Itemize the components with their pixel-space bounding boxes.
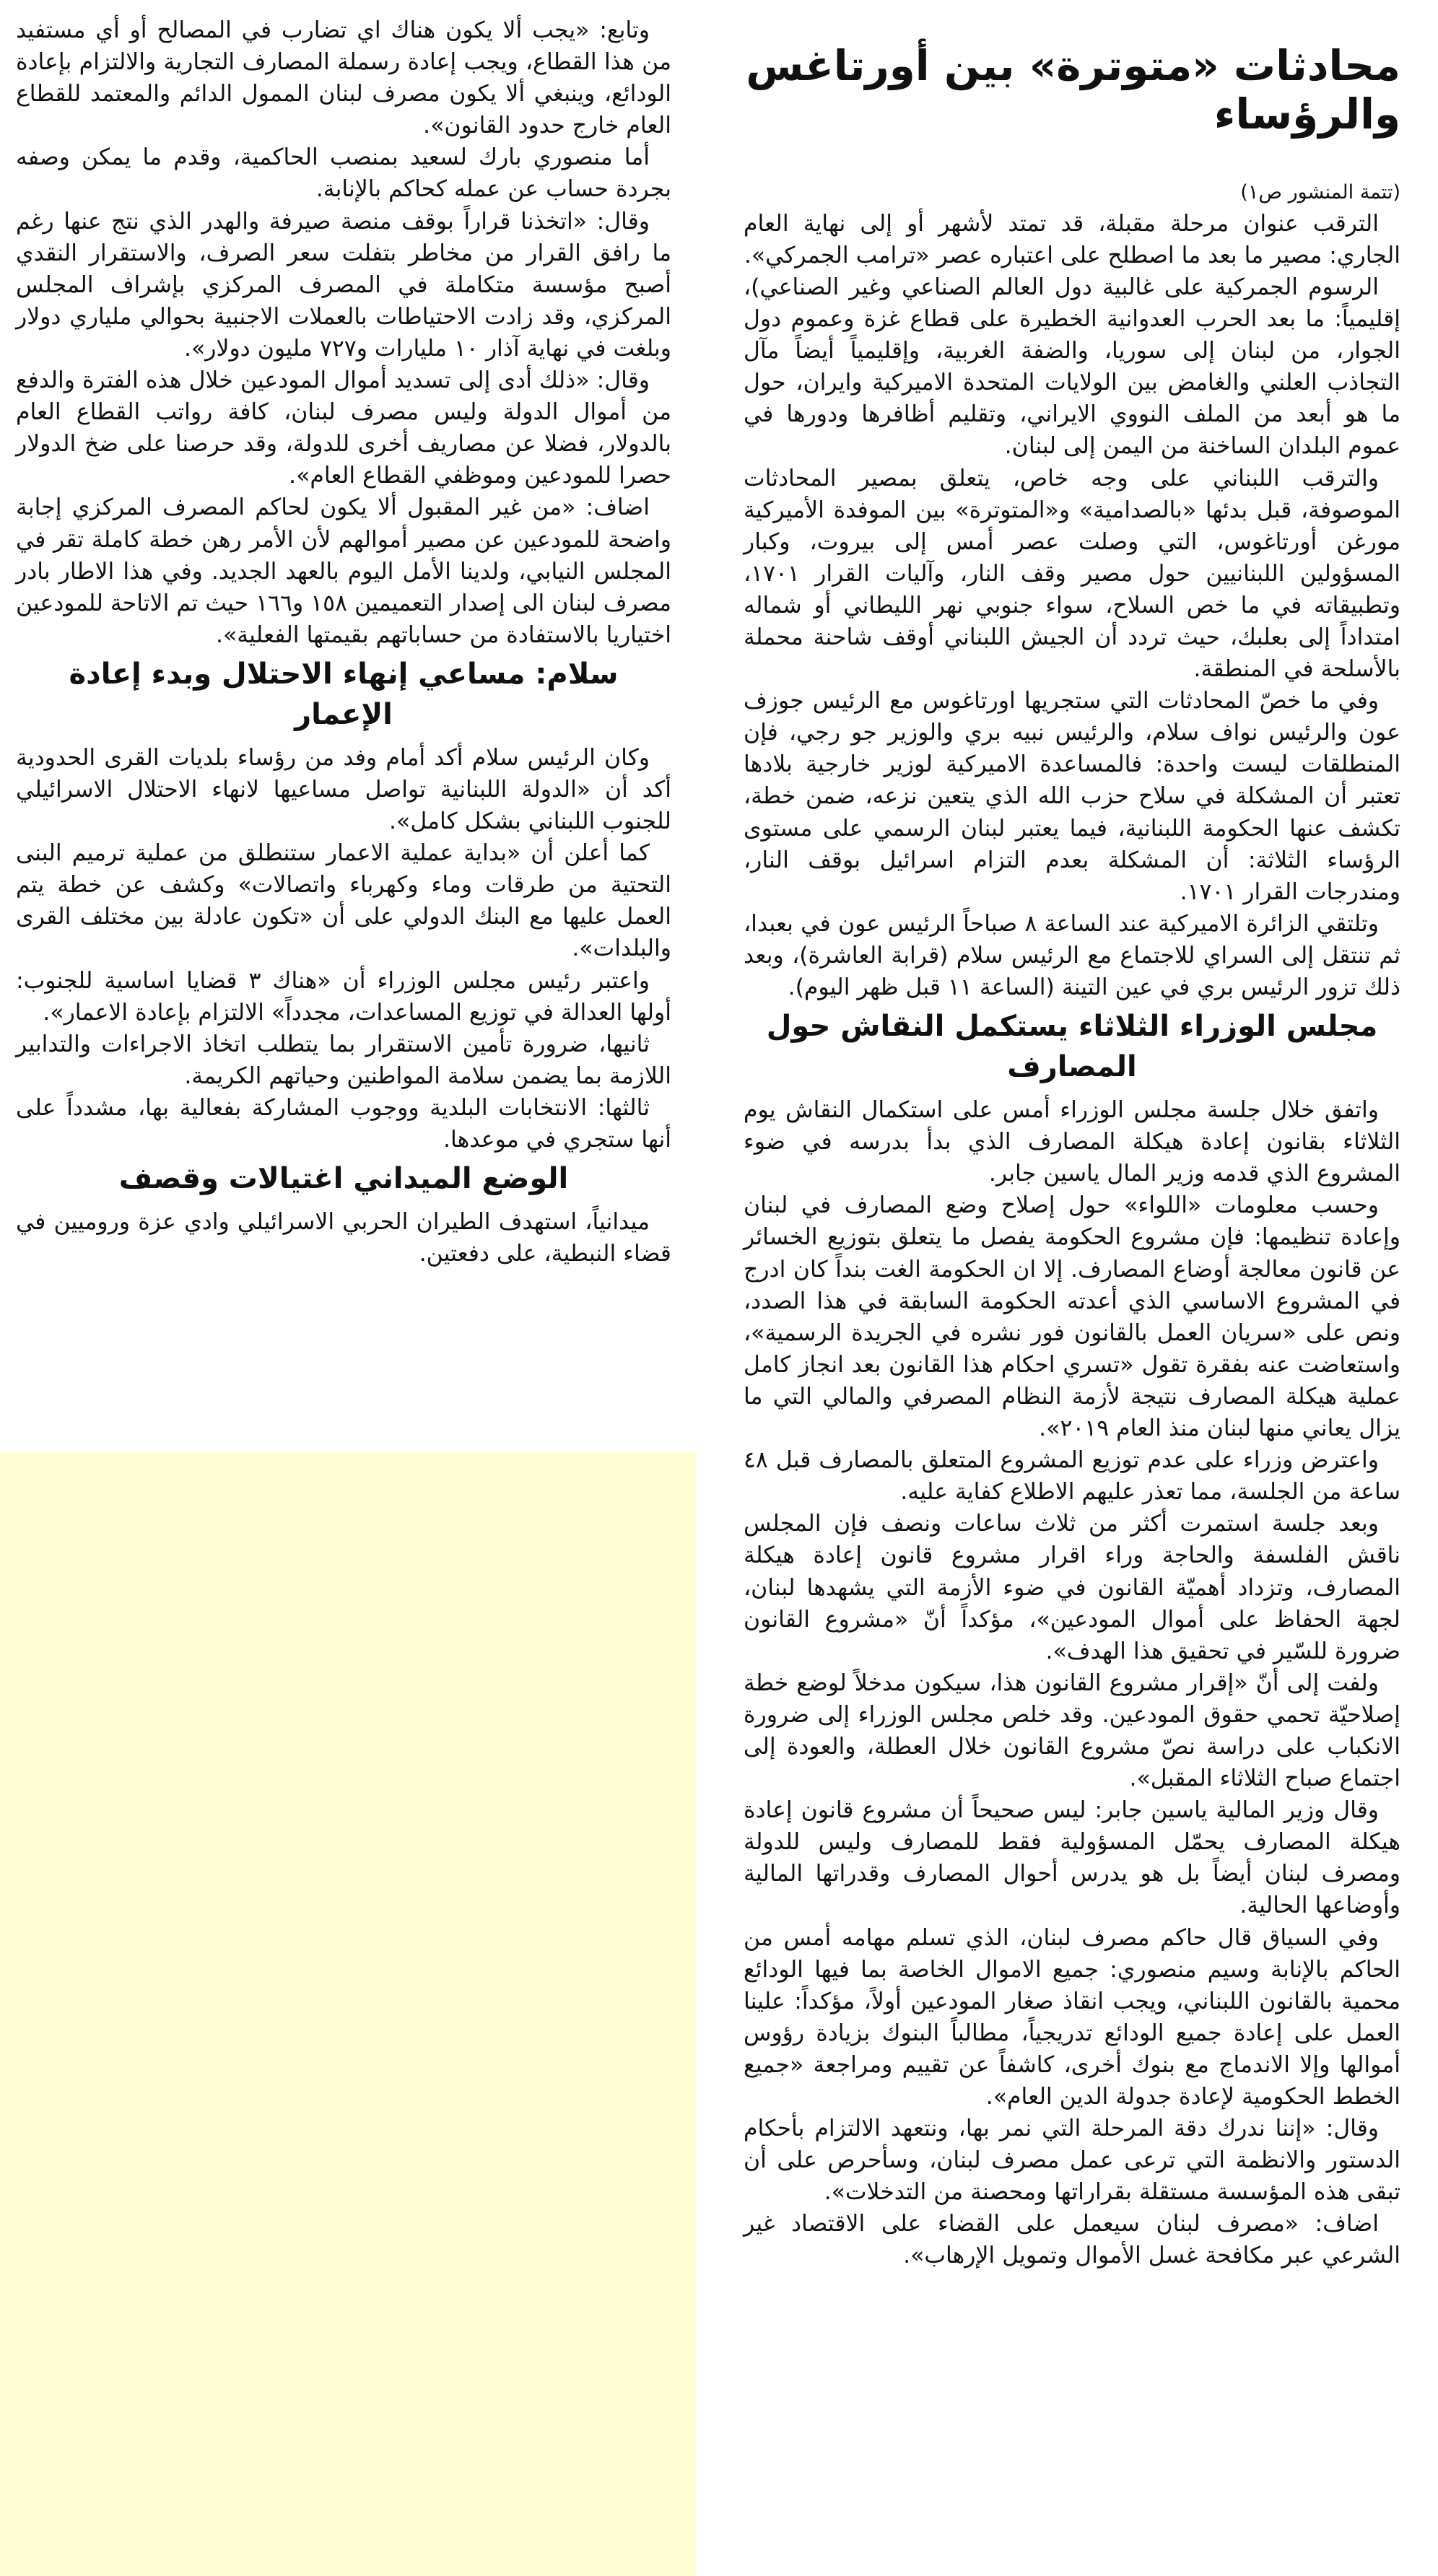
paragraph: وتابع: «يجب ألا يكون هناك اي تضارب في المصالح أو أي مستفيد من هذا القطاع، ويجب إعادة رسملة المصارف التجارية والالتزام بإعادة الودائع، وينبغي ألا يكون مصرف لبنان الممول الدائم والمعتمد للقطاع العام خارج حدود القانون». [16, 17, 671, 139]
paragraph: ثالثها: الانتخابات البلدية ووجوب المشاركة بفعالية بها، مشدداً على أنها ستجري في موعدها. [16, 1094, 671, 1153]
right-paragraphs-a [744, 208, 1400, 1003]
paragraph: اضاف: «من غير المقبول ألا يكون لحاكم المصرف المركزي إجابة واضحة للمودعين عن مصير أموالهم لأن الأمر رهن خطة كاملة تقر في المجلس النيابي، ولدينا الأمل اليوم بالعهد الجديد. وفي هذا الاطار بادر مصرف لبنان الى إصدار التعميمين ١٥٨ و١٦٦ حيث تم الاتاحة للمودعين اختياريا بالاستفادة من حساباتهم بقيمتها الفعلية». [16, 494, 671, 648]
paragraph: وبعد جلسة استمرت أكثر من ثلاث ساعات ونصف فإن المجلس ناقش الفلسفة والحاجة وراء اقرار مشروع قانون إعادة هيكلة المصارف، وتزداد أهميّة القانون في ضوء الأزمة التي يشهدها لبنان، لجهة الحفاظ على أموال المودعين»، مؤكداً أنّ «مشروع القانون ضرورة للسّير في تحقيق هذا الهدف». [744, 1511, 1400, 1664]
paragraph: ثانيها، ضرورة تأمين الاستقرار بما يتطلب اتخاذ الاجراءات والتدابير اللازمة بما يضمن سلامة المواطنين وحياتهم الكريمة. [16, 1031, 671, 1089]
paragraph: وقال وزير المالية ياسين جابر: ليس صحيحاً أن مشروع قانون إعادة هيكلة المصارف يحمّل المسؤولية فقط للمصارف وليس للدولة ومصرف لبنان أيضاً بل هو يدرس أحوال المصارف وقدراتها المالية وأوضاعها الحالية. [744, 1797, 1400, 1919]
paragraph: وحسب معلومات «اللواء» حول إصلاح وضع المصارف في لبنان وإعادة تنظيمها: فإن مشروع الحكومة يفصل ما يتعلق بتوزيع الخسائر عن قانون معالجة أوضاع المصارف. إلا ان الحكومة الغت بنداً كان ادرج في المشروع الاساسي الذي أعدته الحكومة السابقة في هذا الصدد، ونص على «سريان العمل بالقانون فور نشره في الجريدة الرسمية»، واستعاضت عنه بفقرة تقول «تسري احكام هذا القانون بعد انجاز كامل عملية هيكلة المصارف نتيجة لأزمة النظام المصرفي والمالي التي ما يزال يعاني منها لبنان منذ العام ٢٠١٩». [744, 1192, 1400, 1442]
right-paragraphs-b [744, 1094, 1400, 2271]
continued-note: (تتمة المنشور ص١) [1240, 181, 1400, 204]
paragraph: وتلتقي الزائرة الاميركية عند الساعة ٨ صباحاً الرئيس عون في بعبدا، ثم تنتقل إلى السراي للاجتماع مع الرئيس سلام (قرابة العاشرة)، وبعد ذلك تزور الرئيس بري في عين التينة (الساعة ١١ قبل ظهر اليوم). [744, 910, 1400, 1001]
paragraph: الرسوم الجمركية على غالبية دول العالم الصناعي وغير الصناعي)، إقليمياً: ما بعد الحرب العدوانية الخطيرة على قطاع غزة وعموم دول الجوار، من لبنان إلى سوريا، والضفة الغربية، وإقليمياً أيضاً مآل التجاذب العلني والغامض بين الولايات المتحدة الاميركية وايران، حول ما هو أبعد من الملف النووي الايراني، وتقليم أظافرها ودورها في عموم البلدان الساخنة من اليمن إلى لبنان. [744, 274, 1400, 460]
left-column [0, 0, 696, 1451]
paragraph: والترقب اللبناني على وجه خاص، يتعلق بمصير المحادثات الموصوفة، قبل بدئها «بالصدامية» و«المتوترة» بين الموفدة الأميركية مورغن أورتاغوس، التي وصلت عصر أمس إلى بيروت، وكبار المسؤولين اللبنانيين حول مصير وقف النار، وآليات القرار ١٧٠١، وتطبيقاته في ما خص السلاح، سواء جنوبي نهر الليطاني أو شماله امتداداً إلى بعلبك، حيث تردد أن الجيش اللبناني أوقف شاحنة محملة بالأسلحة في المنطقة. [744, 465, 1400, 683]
right-column [719, 0, 1438, 2576]
paragraph: وفي ما خصّ المحادثات التي ستجريها اورتاغوس مع الرئيس جوزف عون والرئيس نواف سلام، والرئيس نبيه بري والوزير جو رجي، فإن المنطلقات ليست واحدة: فالمساعدة الاميركية لوزير خارجية بلادها تعتبر أن المشكلة في سلاح حزب الله الذي يتعين نزعه، ضمن خطة، تكشف عنها الحكومة اللبنانية، فيما يعتبر لبنان الرسمي على مستوى الرؤساء الثلاثة: أن المشكلة بعدم التزام اسرائيل بوقف النار، ومندرجات القرار ١٧٠١. [744, 688, 1400, 905]
paragraph: ميدانياً، استهدف الطيران الحربي الاسرائيلي وادي عزة وروميين في قضاء النبطية، على دفعتين. [16, 1209, 671, 1267]
paragraph: كما أعلن أن «بداية عملية الاعمار ستنطلق من عملية ترميم البنى التحتية من طرقات وماء وكهرباء واتصالات» وكشف عن خطة يتم العمل عليها مع البنك الدولي على أن «تكون عادلة بين مختلف القرى والبلدات». [16, 840, 671, 962]
paragraph: وقال: «إننا ندرك دقة المرحلة التي نمر بها، ونتعهد الالتزام بأحكام الدستور والانظمة التي ترعى عمل مصرف لبنان، وسأحرص على أن تبقى هذه المؤسسة مستقلة بقراراتها ومحصنة من التدخلات». [744, 2116, 1400, 2206]
subheading-cabinet: مجلس الوزراء الثلاثاء يستكمل النقاش حول المصارف [766, 1010, 1378, 1084]
paragraph: أما منصوري بارك لسعيد بمنصب الحاكمية، وقدم ما يمكن وصفه بجردة حساب عن عمله كحاكم بالإنابة. [16, 144, 671, 203]
paragraph: وقال: «اتخذنا قراراً بوقف منصة صيرفة والهدر الذي نتج عنها رغم ما رافق القرار من مخاطر بتفلت سعر الصرف، والاستقرار النقدي أصبح مؤسسة متكاملة في المصرف المركزي بإشراف المجلس المركزي، وقد زادت الاحتياطات بالعملات الاجنبية بحوالي ملياري دولار وبلغت في نهاية آذار ١٠ مليارات و٧٢٧ مليون دولار». [16, 208, 671, 362]
left-paragraphs-a [16, 14, 671, 651]
paragraph: وفي السياق قال حاكم مصرف لبنان، الذي تسلم مهامه أمس من الحاكم بالإنابة وسيم منصوري: جميع الاموال الخاصة بما فيها الودائع محمية بالقانون اللبناني، ويجب انقاذ صغار المودعين أولاً، مؤكداً: علينا العمل على إعادة جميع الودائع تدريجياً، مطالباً البنوك بزيادة رؤوس أموالها وإلا الاندماج مع بنوك أخرى، كاشفاً عن تقييم ومراجعة «جميع الخطط الحكومية لإعادة جدولة الدين العام». [744, 1924, 1400, 2110]
paragraph: واعترض وزراء على عدم توزيع المشروع المتعلق بالمصارف قبل ٤٨ ساعة من الجلسة، مما تعذر عليهم الاطلاع كفاية عليه. [744, 1447, 1400, 1506]
paragraph: وقال: «ذلك أدى إلى تسديد أموال المودعين خلال هذه الفترة والدفع من أموال الدولة وليس مصرف لبنان، كافة رواتب القطاع العام بالدولار، فضلا عن مصاريف أخرى للدولة، وقد حرصنا على ضخ الدولار حصرا للمودعين وموظفي القطاع العام». [16, 367, 671, 489]
paragraph: الترقب عنوان مرحلة مقبلة، قد تمتد لأشهر أو إلى نهاية العام الجاري: مصير ما بعد ما اصطلح على اعتباره عصر «ترامب الجمركي». [744, 210, 1400, 268]
paragraph: اضاف: «مصرف لبنان سيعمل على القضاء على الاقتصاد غير الشرعي عبر مكافحة غسل الأموال وتمويل الإرهاب». [744, 2211, 1400, 2269]
paragraph: واتفق خلال جلسة مجلس الوزراء أمس على استكمال النقاش يوم الثلاثاء بقانون إعادة هيكلة المصارف الذي بدأ بدرسه في ضوء المشروع الذي قدمه وزير المال ياسين جابر. [744, 1097, 1400, 1187]
subheading-field-situation: الوضع الميداني اغتيالات وقصف [118, 1162, 569, 1196]
blank-yellow-panel [0, 1452, 696, 2576]
left-paragraphs-c [16, 1206, 671, 1270]
subheading-salam: سلام: مساعي إنهاء الاحتلال وبدء إعادة الإعمار [69, 657, 619, 731]
article-headline: محادثات «متوترة» بين أورتاغس والرؤساء [746, 41, 1400, 139]
paragraph: واعتبر رئيس مجلس الوزراء أن «هناك ٣ قضايا اساسية للجنوب: أولها العدالة في توزيع المساعدات، مجدداً» الالتزام بإعادة الاعمار». [16, 967, 671, 1026]
paragraph: ولفت إلى أنّ «إقرار مشروع القانون هذا، سيكون مدخلاً لوضع خطة إصلاحيّة تحمي حقوق المودعين. وقد خلص مجلس الوزراء إلى ضرورة الانكباب على دراسة نصّ مشروع القانون خلال العطلة، والعودة إلى اجتماع صباح الثلاثاء المقبل». [744, 1669, 1400, 1792]
left-paragraphs-b [16, 742, 671, 1156]
paragraph: وكان الرئيس سلام أكد أمام وفد من رؤساء بلديات القرى الحدودية أكد أن «الدولة اللبنانية تواصل مساعيها لانهاء الاحتلال الاسرائيلي للجنوب اللبناني بشكل كامل». [16, 744, 671, 835]
